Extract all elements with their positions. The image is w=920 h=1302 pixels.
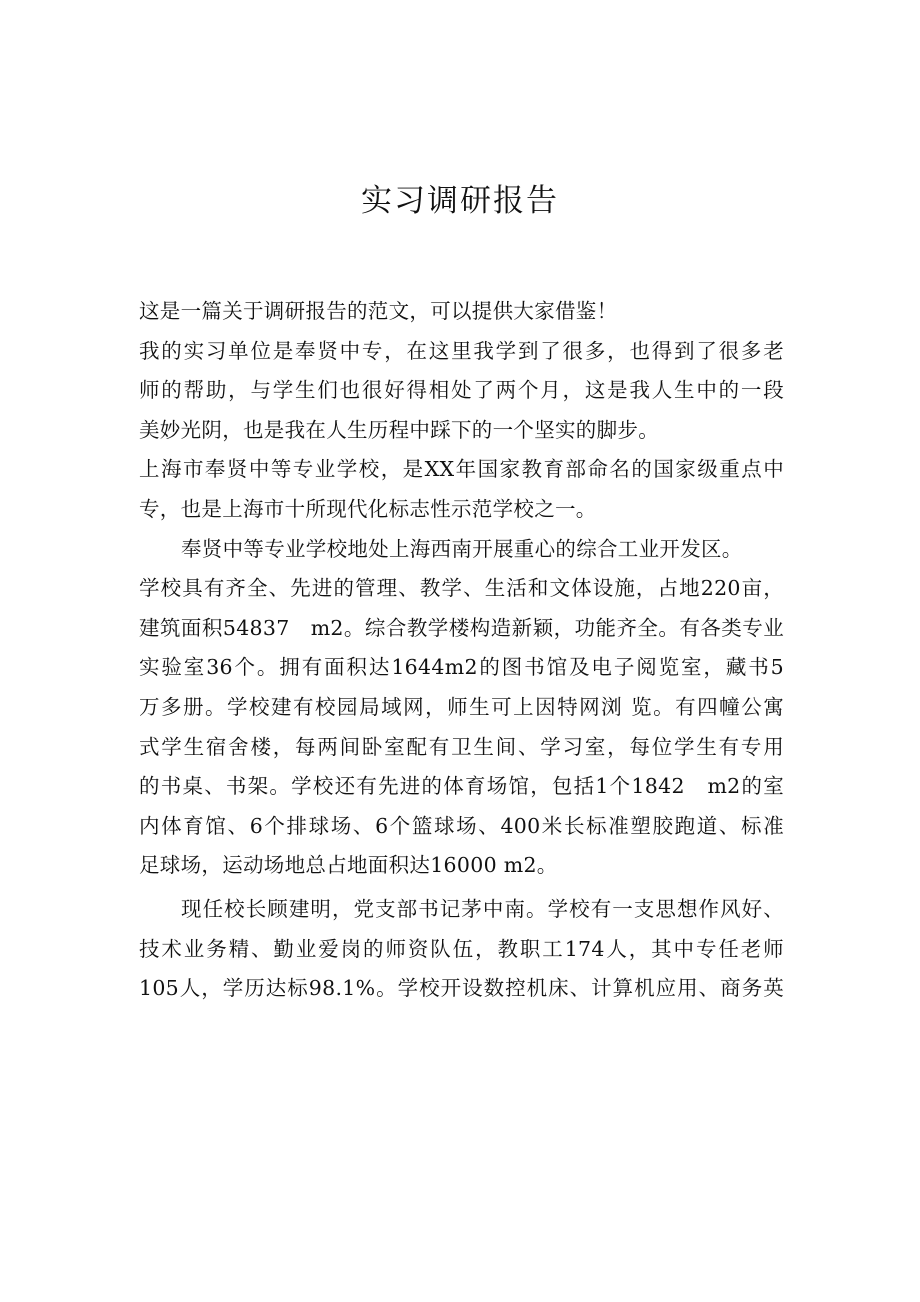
paragraph-line: 我的实习单位是奉贤中专，在这里我学到了很多，也得到了很多老 [139,338,784,363]
paragraph-line: 实验室36个。拥有面积达1644m2的图书馆及电子阅览室，藏书5 [139,655,784,680]
document-title: 实习调研报告 [361,183,559,219]
paragraph-line: 式学生宿舍楼，每两间卧室配有卫生间、学习室，每位学生有专用 [139,734,784,759]
intro-line: 这是一篇关于调研报告的范文，可以提供大家借鉴！ [139,299,618,323]
paragraph-line: 学校具有齐全、先进的管理、教学、生活和文体设施，占地220亩， [139,576,784,601]
paragraph-line: 奉贤中等专业学校地处上海西南开展重心的综合工业开发区。 [181,536,743,561]
paragraph-line: 足球场，运动场地总占地面积达16000 m2。 [139,853,558,878]
paragraph-line: 建筑面积54837 m2。综合教学楼构造新颖，功能齐全。有各类专业 [139,615,784,640]
paragraph-line: 105人，学历达标98.1%。学校开设数控机床、计算机应用、商务英 [139,976,784,1001]
paragraph-line: 万多册。学校建有校园局域网，师生可上因特网浏 览。有四幢公寓 [139,694,784,719]
paragraph-line: 师的帮助，与学生们也很好得相处了两个月，这是我人生中的一段 [139,378,784,403]
paragraph-line: 的书桌、书架。学校还有先进的体育场馆，包括1个1842 m2的室 [139,774,784,799]
paragraph-line: 美妙光阴，也是我在人生历程中踩下的一个坚实的脚步。 [139,417,659,442]
paragraph-line: 内体育馆、6个排球场、6个篮球场、400米长标准塑胶跑道、标准 [139,813,784,838]
paragraph-line: 上海市奉贤中等专业学校，是XX年国家教育部命名的国家级重点中 [139,457,784,482]
paragraph-line: 专，也是上海市十所现代化标志性示范学校之一。 [139,496,597,521]
paragraph-line: 现任校长顾建明，党支部书记茅中南。学校有一支思想作风好、 [181,896,784,921]
document-body [139,292,784,1009]
paragraph-line: 技术业务精、勤业爱岗的师资队伍，教职工174人，其中专任老师 [139,936,784,961]
